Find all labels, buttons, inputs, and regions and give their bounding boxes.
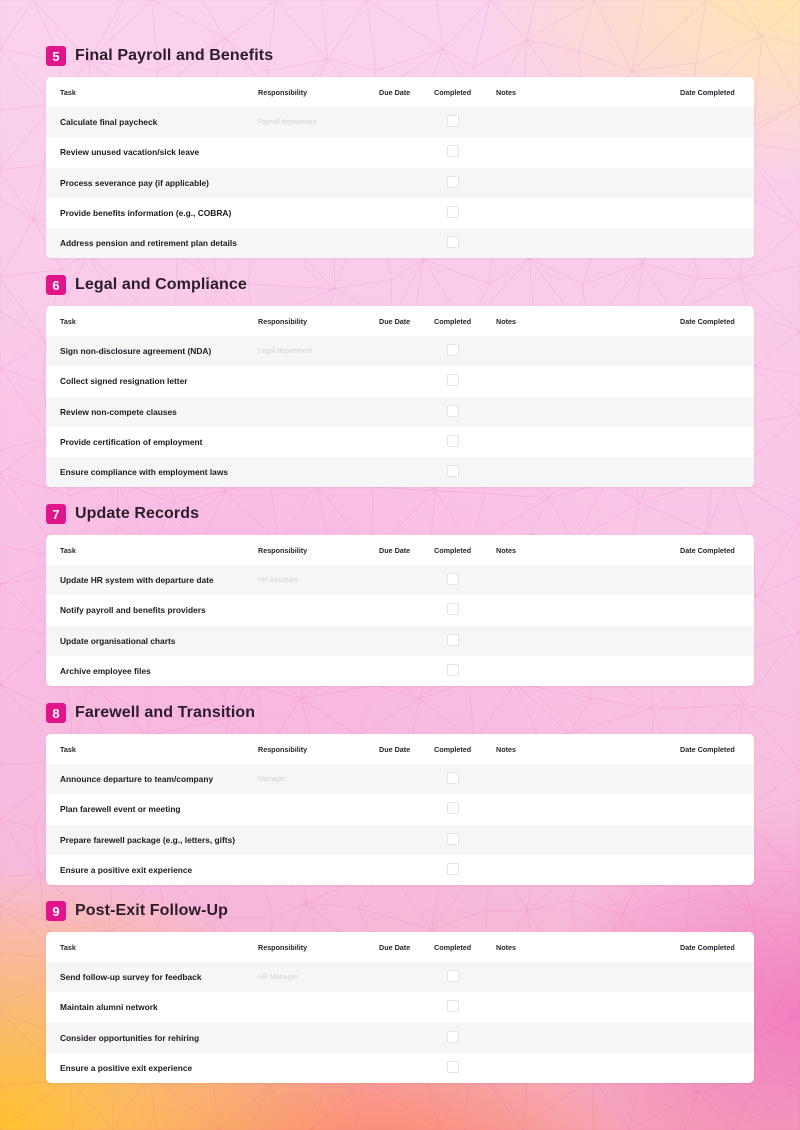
- section-number-badge: 8: [46, 703, 66, 723]
- table-row: [46, 457, 754, 487]
- table-row: [46, 764, 754, 794]
- table-row: [46, 595, 754, 625]
- header-date-completed: Date Completed: [680, 942, 735, 952]
- task-label: Maintain alumni network: [60, 1002, 158, 1013]
- header-responsibility: Responsibility: [258, 545, 308, 555]
- completed-checkbox[interactable]: [447, 634, 459, 646]
- responsibility-field[interactable]: HR Assistant: [258, 576, 299, 584]
- completed-checkbox[interactable]: [447, 435, 459, 447]
- section-title: Post-Exit Follow-Up: [75, 902, 229, 919]
- completed-checkbox[interactable]: [447, 374, 459, 386]
- table-row: [46, 992, 754, 1022]
- section-title: Legal and Compliance: [75, 276, 247, 293]
- header-completed: Completed: [434, 316, 472, 326]
- table-row: [46, 397, 754, 427]
- table-row: [46, 336, 754, 366]
- section-number-badge: 7: [46, 504, 66, 524]
- task-label: Ensure a positive exit experience: [60, 1062, 193, 1073]
- section-header: [46, 503, 754, 525]
- table-row: [46, 1023, 754, 1053]
- completed-checkbox[interactable]: [447, 573, 459, 585]
- table-row: [46, 794, 754, 824]
- header-due-date: Due Date: [379, 942, 411, 952]
- completed-checkbox[interactable]: [447, 1061, 459, 1073]
- section-title: Update Records: [75, 505, 200, 522]
- header-completed: Completed: [434, 744, 472, 754]
- section-header: [46, 900, 754, 922]
- header-date-completed: Date Completed: [680, 545, 735, 555]
- completed-checkbox[interactable]: [447, 772, 459, 784]
- header-notes: Notes: [496, 545, 516, 555]
- header-completed: Completed: [434, 942, 472, 952]
- section-post-exit-follow-up: [46, 900, 754, 1073]
- task-label: Review unused vacation/sick leave: [60, 147, 200, 158]
- table-row: [46, 565, 754, 595]
- table-header-row: [46, 306, 754, 336]
- task-label: Review non-compete clauses: [60, 406, 177, 417]
- header-date-completed: Date Completed: [680, 87, 735, 97]
- header-due-date: Due Date: [379, 87, 411, 97]
- table-row: [46, 228, 754, 258]
- task-label: Provide benefits information (e.g., COBRA): [60, 207, 232, 218]
- table-row: [46, 626, 754, 656]
- header-due-date: Due Date: [379, 545, 411, 555]
- table-row: [46, 198, 754, 228]
- task-label: Archive employee files: [60, 665, 151, 676]
- task-label: Update organisational charts: [60, 635, 176, 646]
- header-responsibility: Responsibility: [258, 942, 308, 952]
- task-label: Provide certification of employment: [60, 436, 203, 447]
- section-number-badge: 6: [46, 275, 66, 295]
- header-completed: Completed: [434, 545, 472, 555]
- header-responsibility: Responsibility: [258, 87, 308, 97]
- task-label: Sign non-disclosure agreement (NDA): [60, 346, 212, 357]
- task-label: Prepare farewell package (e.g., letters, gifts): [60, 834, 236, 845]
- completed-checkbox[interactable]: [447, 405, 459, 417]
- section-number-badge: 5: [46, 46, 66, 66]
- table-row: [46, 855, 754, 885]
- responsibility-field[interactable]: Legal department: [258, 347, 313, 355]
- task-label: Ensure a positive exit experience: [60, 864, 193, 875]
- completed-checkbox[interactable]: [447, 344, 459, 356]
- completed-checkbox[interactable]: [447, 664, 459, 676]
- completed-checkbox[interactable]: [447, 206, 459, 218]
- completed-checkbox[interactable]: [447, 176, 459, 188]
- header-responsibility: Responsibility: [258, 316, 308, 326]
- completed-checkbox[interactable]: [447, 863, 459, 875]
- responsibility-field[interactable]: Manager: [258, 775, 286, 783]
- task-label: Announce departure to team/company: [60, 774, 214, 785]
- section-header: [46, 45, 754, 67]
- header-task: Task: [60, 87, 76, 97]
- header-notes: Notes: [496, 87, 516, 97]
- section-final-payroll: [46, 45, 754, 249]
- section-header: [46, 702, 754, 724]
- completed-checkbox[interactable]: [447, 465, 459, 477]
- task-label: Ensure compliance with employment laws: [60, 467, 229, 478]
- completed-checkbox[interactable]: [447, 1000, 459, 1012]
- task-label: Process severance pay (if applicable): [60, 177, 209, 188]
- header-responsibility: Responsibility: [258, 744, 308, 754]
- section-title: Final Payroll and Benefits: [75, 47, 274, 64]
- task-label: Collect signed resignation letter: [60, 376, 188, 387]
- completed-checkbox[interactable]: [447, 1031, 459, 1043]
- checklist-table: [46, 535, 754, 686]
- completed-checkbox[interactable]: [447, 970, 459, 982]
- table-row: [46, 168, 754, 198]
- header-due-date: Due Date: [379, 316, 411, 326]
- task-label: Address pension and retirement plan details: [60, 238, 237, 249]
- checklist-table: [46, 306, 754, 487]
- completed-checkbox[interactable]: [447, 802, 459, 814]
- task-label: Update HR system with departure date: [60, 575, 214, 586]
- table-row: [46, 1053, 754, 1083]
- completed-checkbox[interactable]: [447, 115, 459, 127]
- responsibility-field[interactable]: Payroll department: [258, 118, 317, 126]
- table-row: [46, 427, 754, 457]
- task-label: Consider opportunities for rehiring: [60, 1032, 200, 1043]
- checklist-table: [46, 932, 754, 1083]
- completed-checkbox[interactable]: [447, 236, 459, 248]
- responsibility-field[interactable]: HR Manager: [258, 973, 298, 981]
- section-farewell-transition: [46, 702, 754, 875]
- task-label: Calculate final paycheck: [60, 117, 158, 128]
- table-row: [46, 137, 754, 167]
- header-notes: Notes: [496, 744, 516, 754]
- header-due-date: Due Date: [379, 744, 411, 754]
- task-label: Send follow-up survey for feedback: [60, 972, 202, 983]
- header-task: Task: [60, 545, 76, 555]
- table-header-row: [46, 734, 754, 764]
- completed-checkbox[interactable]: [447, 603, 459, 615]
- task-label: Notify payroll and benefits providers: [60, 605, 206, 616]
- task-label: Plan farewell event or meeting: [60, 804, 181, 815]
- header-completed: Completed: [434, 87, 472, 97]
- section-legal-compliance: [46, 274, 754, 478]
- header-notes: Notes: [496, 942, 516, 952]
- checklist-table: [46, 77, 754, 258]
- table-header-row: [46, 932, 754, 962]
- completed-checkbox[interactable]: [447, 833, 459, 845]
- section-number-badge: 9: [46, 901, 66, 921]
- table-row: [46, 656, 754, 686]
- header-task: Task: [60, 316, 76, 326]
- section-header: [46, 274, 754, 296]
- section-title: Farewell and Transition: [75, 704, 256, 721]
- table-header-row: [46, 77, 754, 107]
- table-row: [46, 107, 754, 137]
- table-row: [46, 825, 754, 855]
- table-header-row: [46, 535, 754, 565]
- header-date-completed: Date Completed: [680, 316, 735, 326]
- header-notes: Notes: [496, 316, 516, 326]
- table-row: [46, 962, 754, 992]
- header-task: Task: [60, 744, 76, 754]
- header-task: Task: [60, 942, 76, 952]
- table-row: [46, 366, 754, 396]
- checklist-table: [46, 734, 754, 885]
- completed-checkbox[interactable]: [447, 145, 459, 157]
- header-date-completed: Date Completed: [680, 744, 735, 754]
- section-update-records: [46, 503, 754, 676]
